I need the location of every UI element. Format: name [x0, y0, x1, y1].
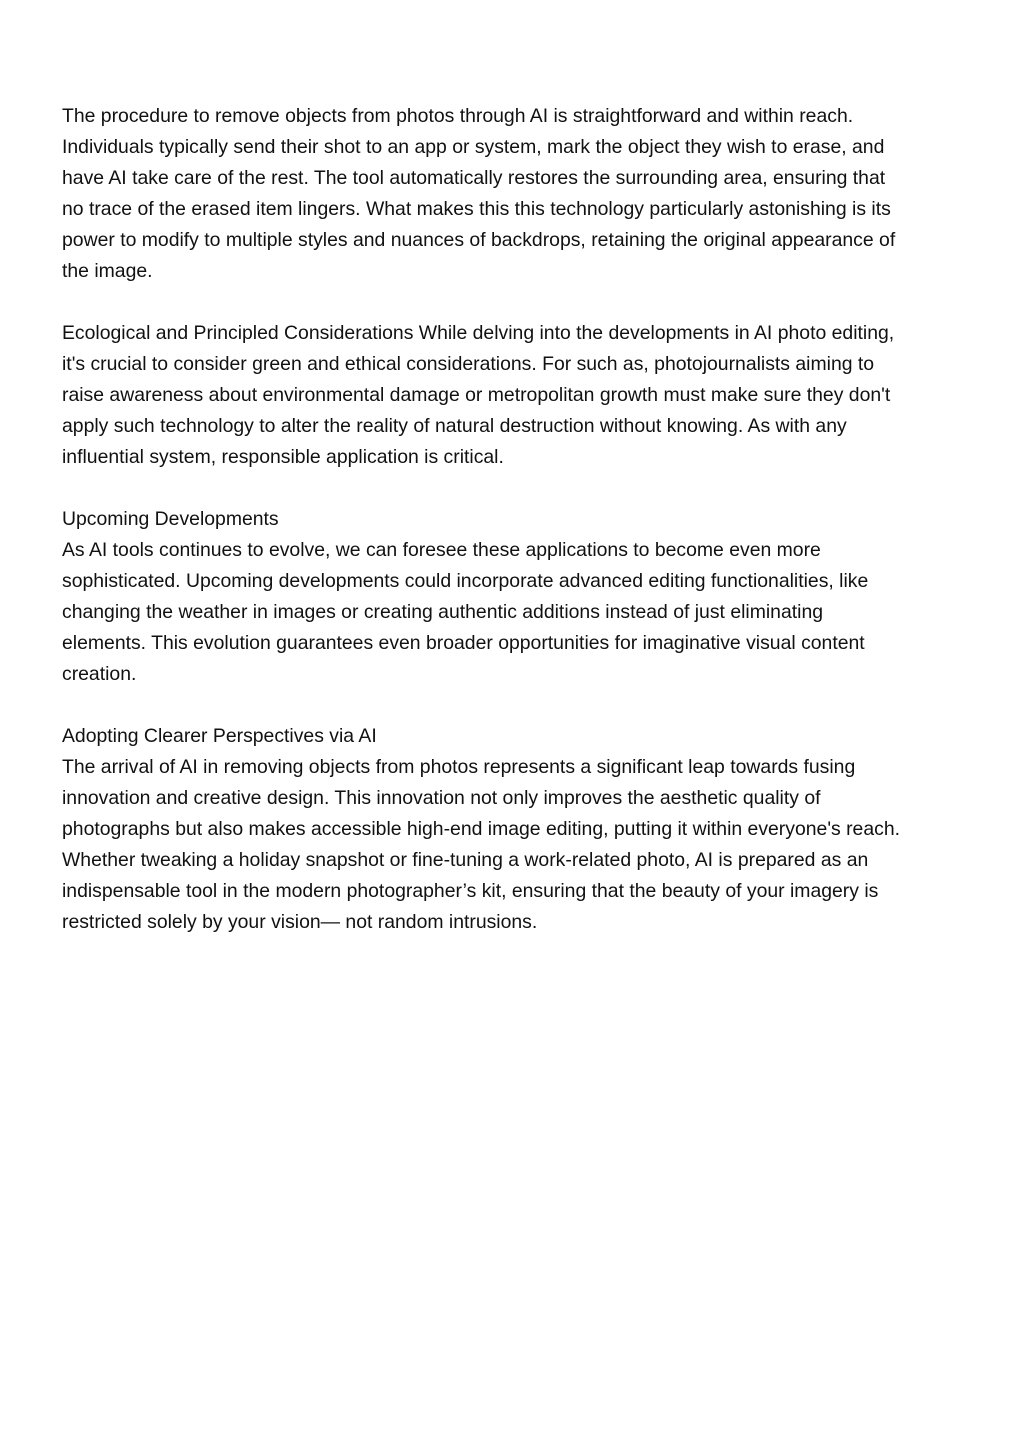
- text-line: Ecological and Principled Considerations While delving into the developments in AI photo editing,: [62, 322, 895, 344]
- text-line: elements. This evolution guarantees even broader opportunities for imaginative visual content: [62, 632, 865, 654]
- section-heading: Adopting Clearer Perspectives via AI: [62, 725, 377, 747]
- paragraph-clearer-perspectives: [62, 721, 962, 938]
- text-line: the image.: [62, 260, 153, 282]
- paragraph-ecological-considerations: [62, 318, 962, 473]
- section-heading: Upcoming Developments: [62, 508, 279, 530]
- text-line: influential system, responsible application is critical.: [62, 446, 504, 468]
- text-line: As AI tools continues to evolve, we can foresee these applications to become even more: [62, 539, 821, 561]
- text-line: apply such technology to alter the reality of natural destruction without knowing. As with any: [62, 415, 847, 437]
- text-line: innovation and creative design. This innovation not only improves the aesthetic quality of: [62, 787, 821, 809]
- text-line: photographs but also makes accessible high-end image editing, putting it within everyone's reach.: [62, 818, 900, 840]
- text-line: Whether tweaking a holiday snapshot or fine-tuning a work-related photo, AI is prepared as an: [62, 849, 869, 871]
- text-line: power to modify to multiple styles and nuances of backdrops, retaining the original appearance of: [62, 229, 896, 251]
- text-line: The procedure to remove objects from photos through AI is straightforward and within reach.: [62, 105, 854, 127]
- text-line: have AI take care of the rest. The tool automatically restores the surrounding area, ensuring that: [62, 167, 886, 189]
- text-line: it's crucial to consider green and ethical considerations. For such as, photojournalists aiming to: [62, 353, 875, 375]
- text-line: no trace of the erased item lingers. What makes this this technology particularly astonishing is its: [62, 198, 891, 220]
- text-line: indispensable tool in the modern photographer’s kit, ensuring that the beauty of your imagery is: [62, 880, 879, 902]
- text-line: raise awareness about environmental damage or metropolitan growth must make sure they don't: [62, 384, 891, 406]
- document-body: [62, 101, 962, 969]
- text-line: Individuals typically send their shot to an app or system, mark the object they wish to erase, and: [62, 136, 885, 158]
- paragraph-procedure: [62, 101, 962, 287]
- text-line: The arrival of AI in removing objects from photos represents a significant leap towards fusing: [62, 756, 856, 778]
- text-line: sophisticated. Upcoming developments could incorporate advanced editing functionalities, like: [62, 570, 869, 592]
- paragraph-upcoming-developments: [62, 504, 962, 690]
- text-line: creation.: [62, 663, 137, 685]
- text-line: restricted solely by your vision— not random intrusions.: [62, 911, 538, 933]
- text-line: changing the weather in images or creating authentic additions instead of just eliminating: [62, 601, 824, 623]
